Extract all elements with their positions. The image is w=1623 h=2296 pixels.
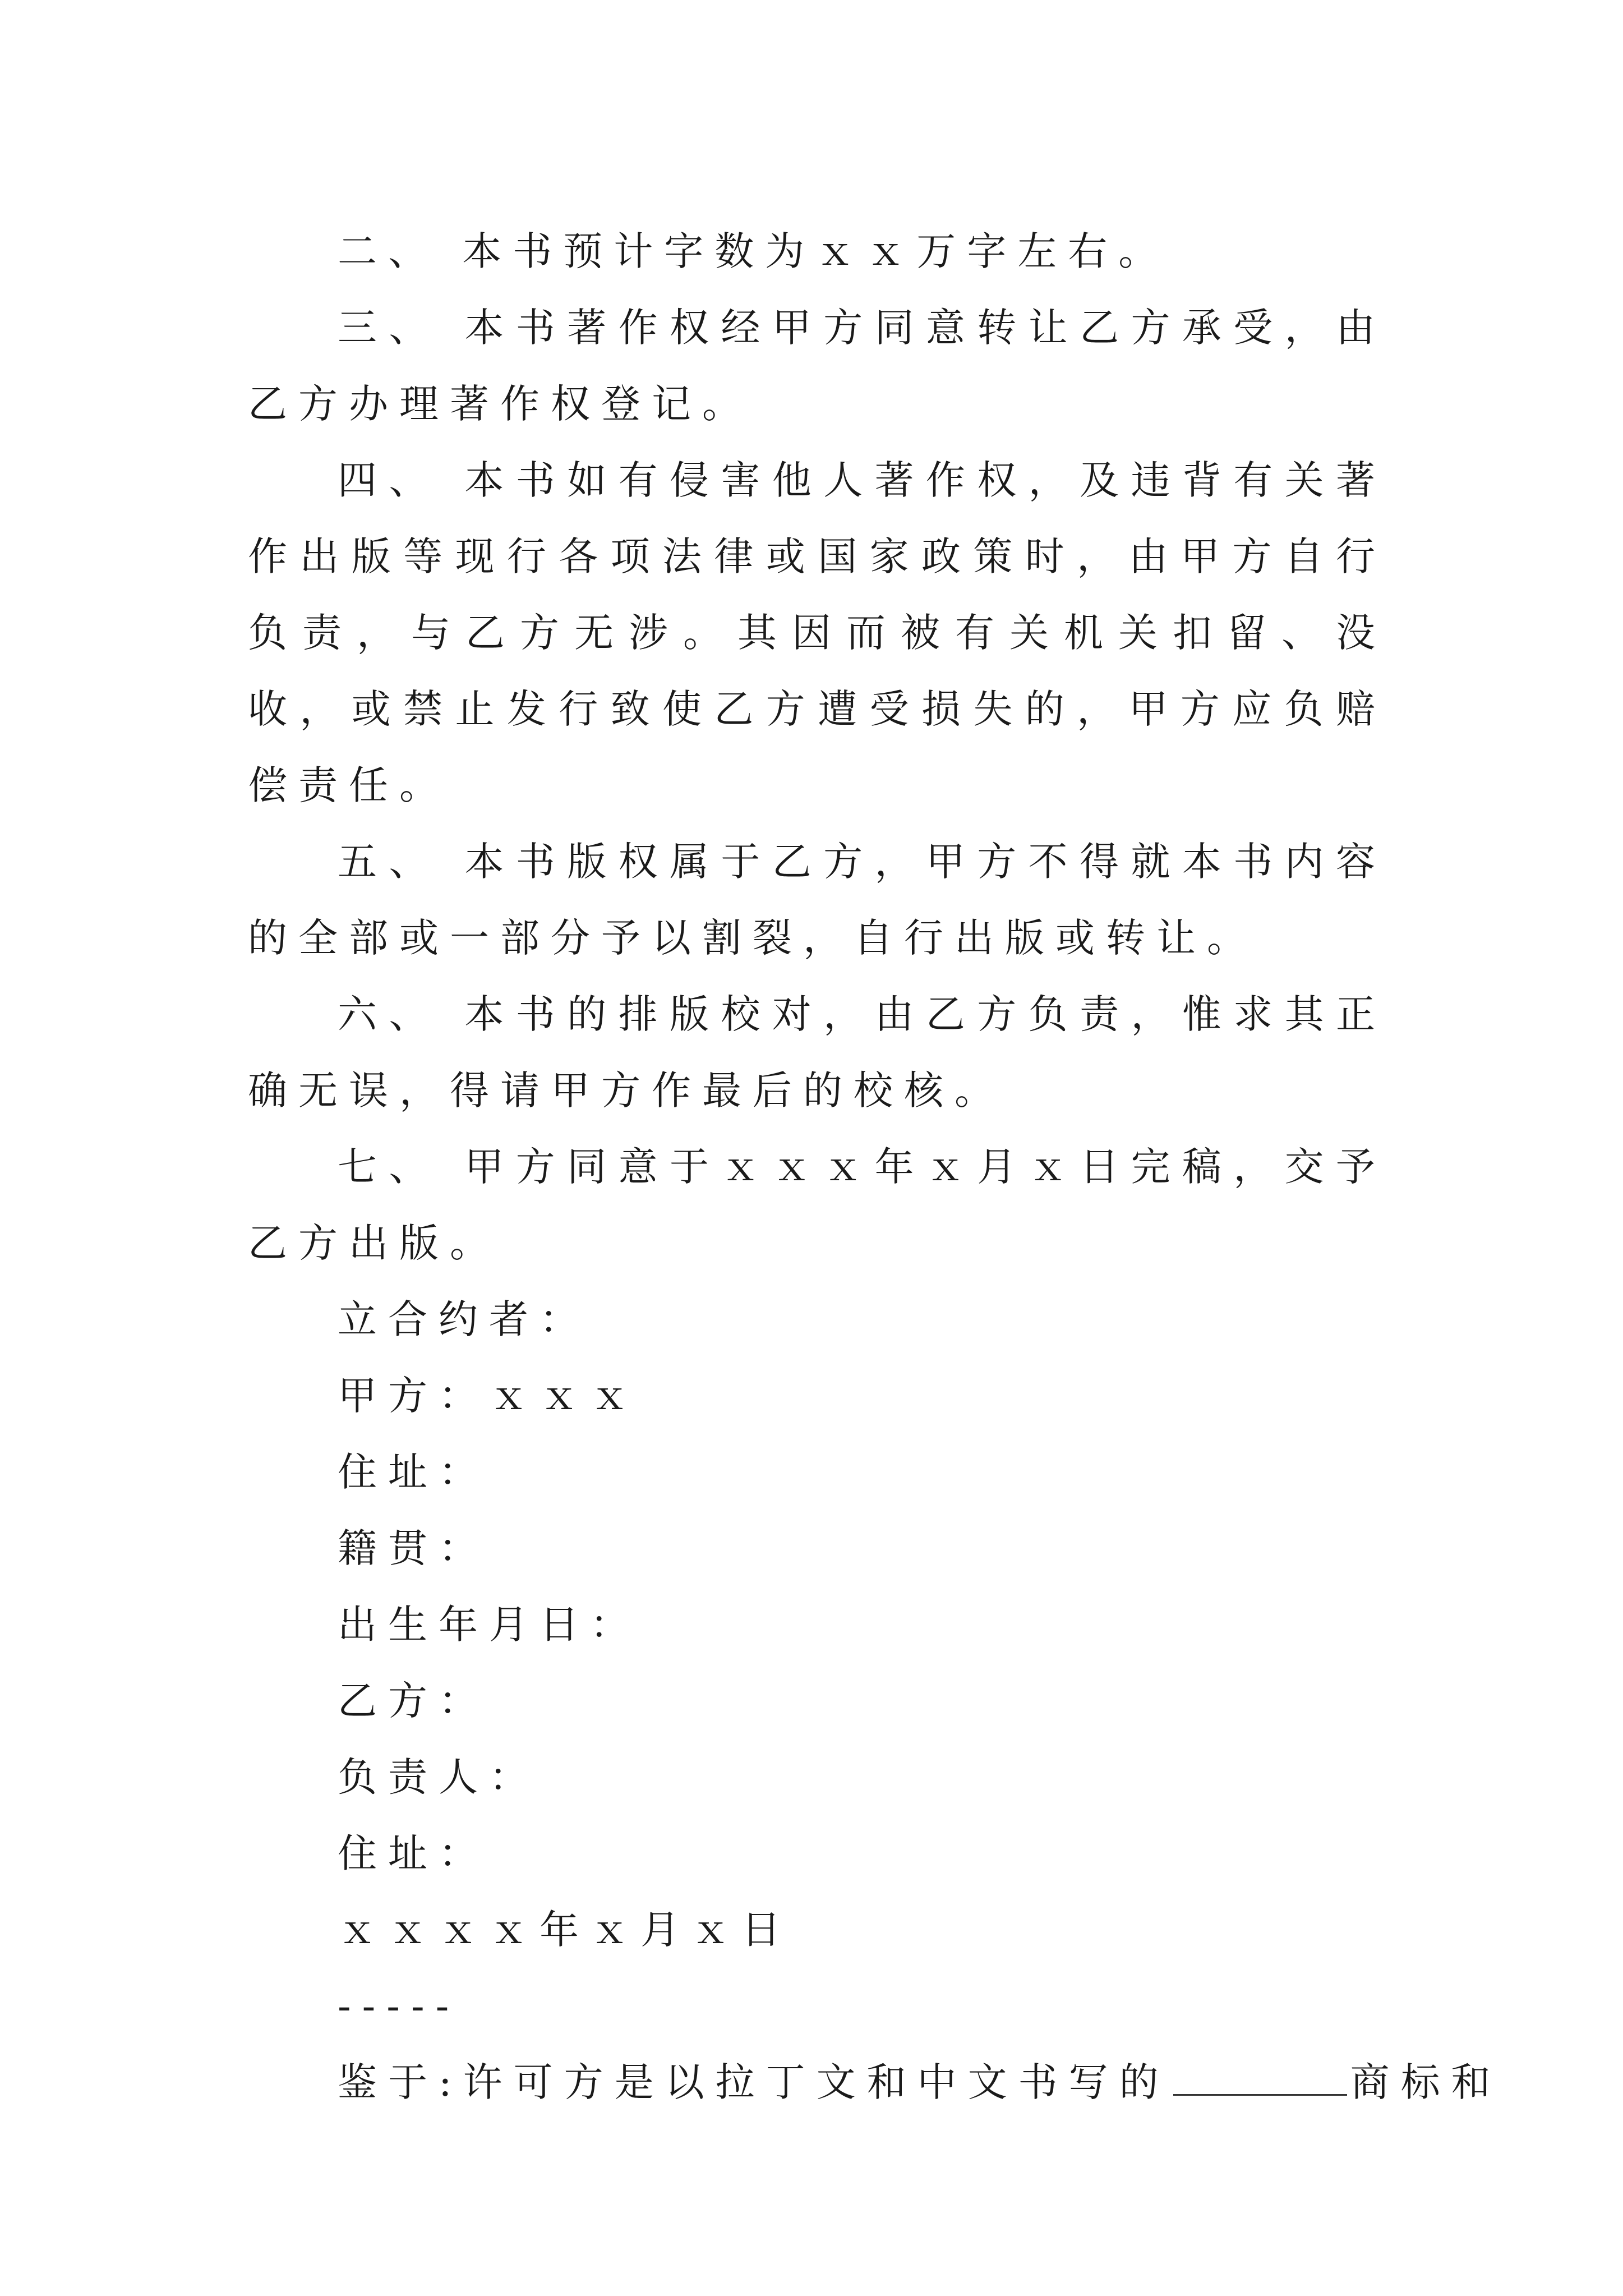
clause-2: 二、 本书预计字数为ｘｘ万字左右。 (338, 228, 1169, 274)
clause-7: 七、 甲方同意于ｘｘｘ年ｘ月ｘ日完稿，交予乙方出版。 (248, 1144, 1386, 1266)
party-a-origin: 籍贯： (338, 1525, 489, 1571)
clause-5: 五、 本书版权属于乙方，甲方不得就本书内容的全部或一部分予以割裂，自行出版或转让。 (248, 839, 1386, 961)
section-separator: ----- (338, 1983, 460, 2029)
signing-date: ｘｘｘｘ年ｘ月ｘ日 (338, 1907, 792, 1953)
license-preamble-text: 鉴于:许可方是以拉丁文和中文书写的 (338, 2059, 1170, 2105)
signatory-heading: 立合约者： (338, 1296, 590, 1342)
license-preamble (248, 2044, 1502, 2120)
clause-3: 三、 本书著作权经甲方同意转让乙方承受，由乙方办理著作权登记。 (248, 305, 1386, 427)
party-b-representative: 负责人： (338, 1754, 540, 1800)
party-b-name: 乙方： (338, 1678, 489, 1724)
trademark-blank (1173, 2060, 1347, 2096)
clause-4: 四、 本书如有侵害他人著作权，及违背有关著作出版等现行各项法律或国家政策时，由甲方自行负责，与乙方无涉。其因而被有关机关扣留、没收，或禁止发行致使乙方遭受损失的，甲方应负赔偿责任。 (248, 457, 1386, 808)
party-a-name: 甲方：ｘｘｘ (338, 1373, 640, 1419)
clause-6: 六、 本书的排版校对，由乙方负责，惟求其正确无误，得请甲方作最后的校核。 (248, 991, 1386, 1114)
license-preamble-tail: 商标和 (1350, 2059, 1502, 2105)
party-a-birthdate: 出生年月日： (338, 1602, 640, 1648)
document-body (248, 213, 1502, 2120)
party-b-address: 住址： (338, 1830, 489, 1876)
party-a-address: 住址： (338, 1449, 489, 1495)
